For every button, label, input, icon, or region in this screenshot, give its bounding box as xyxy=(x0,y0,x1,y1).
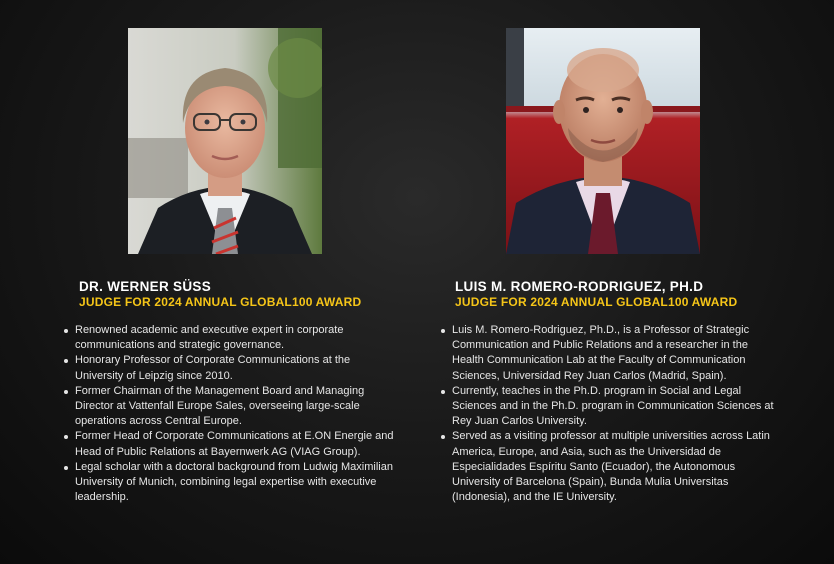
bio-item: Legal scholar with a doctoral background from Ludwig Maximilian University of Munich, combining legal expertise with executive leadership. xyxy=(63,460,398,506)
bio-item: Luis M. Romero-Rodriguez, Ph.D., is a Professor of Strategic Communication and Public Relations and a researcher in the Health Communication Lab at the Faculty of Communication Sciences, Universidad Rey Juan Carlos (Madrid, Spain). xyxy=(440,323,780,384)
judge-role: JUDGE FOR 2024 ANNUAL GLOBAL100 AWARD xyxy=(79,295,362,309)
bio-item: Former Chairman of the Management Board and Managing Director at Vattenfall Europe Sales, overseeing large-scale operations across Central Europe. xyxy=(63,384,398,430)
bio-item: Renowned academic and executive expert in corporate communications and strategic governance. xyxy=(63,323,398,353)
bio-item: Currently, teaches in the Ph.D. program in Social and Legal Sciences and in the Ph.D. program in Communication Sciences at Rey Juan Carlos University. xyxy=(440,384,780,430)
judge-name: DR. WERNER SÜSS xyxy=(79,279,212,294)
bio-item: Former Head of Corporate Communications at E.ON Energie and Head of Public Relations at Bayernwerk AG (VIAG Group). xyxy=(63,429,398,459)
judge-name: LUIS M. ROMERO-RODRIGUEZ, PH.D xyxy=(455,279,704,294)
bio-item: Honorary Professor of Corporate Communications at the University of Leipzig since 2010. xyxy=(63,353,398,383)
judge-bio-list xyxy=(63,323,398,505)
judge-role: JUDGE FOR 2024 ANNUAL GLOBAL100 AWARD xyxy=(455,295,738,309)
portrait-image xyxy=(128,28,322,254)
judge-photo xyxy=(128,28,322,254)
judge-photo xyxy=(506,28,700,254)
portrait-image xyxy=(506,28,700,254)
judge-bio-list xyxy=(440,323,780,505)
bio-item: Served as a visiting professor at multiple universities across Latin America, Europe, and Asia, such as the Universidad de Especialidades Espíritu Santo (Ecuador), the Autonomous University of Barcelona (Spain), Bunda Mulia Universitas (Indonesia), and the IE University. xyxy=(440,429,780,505)
